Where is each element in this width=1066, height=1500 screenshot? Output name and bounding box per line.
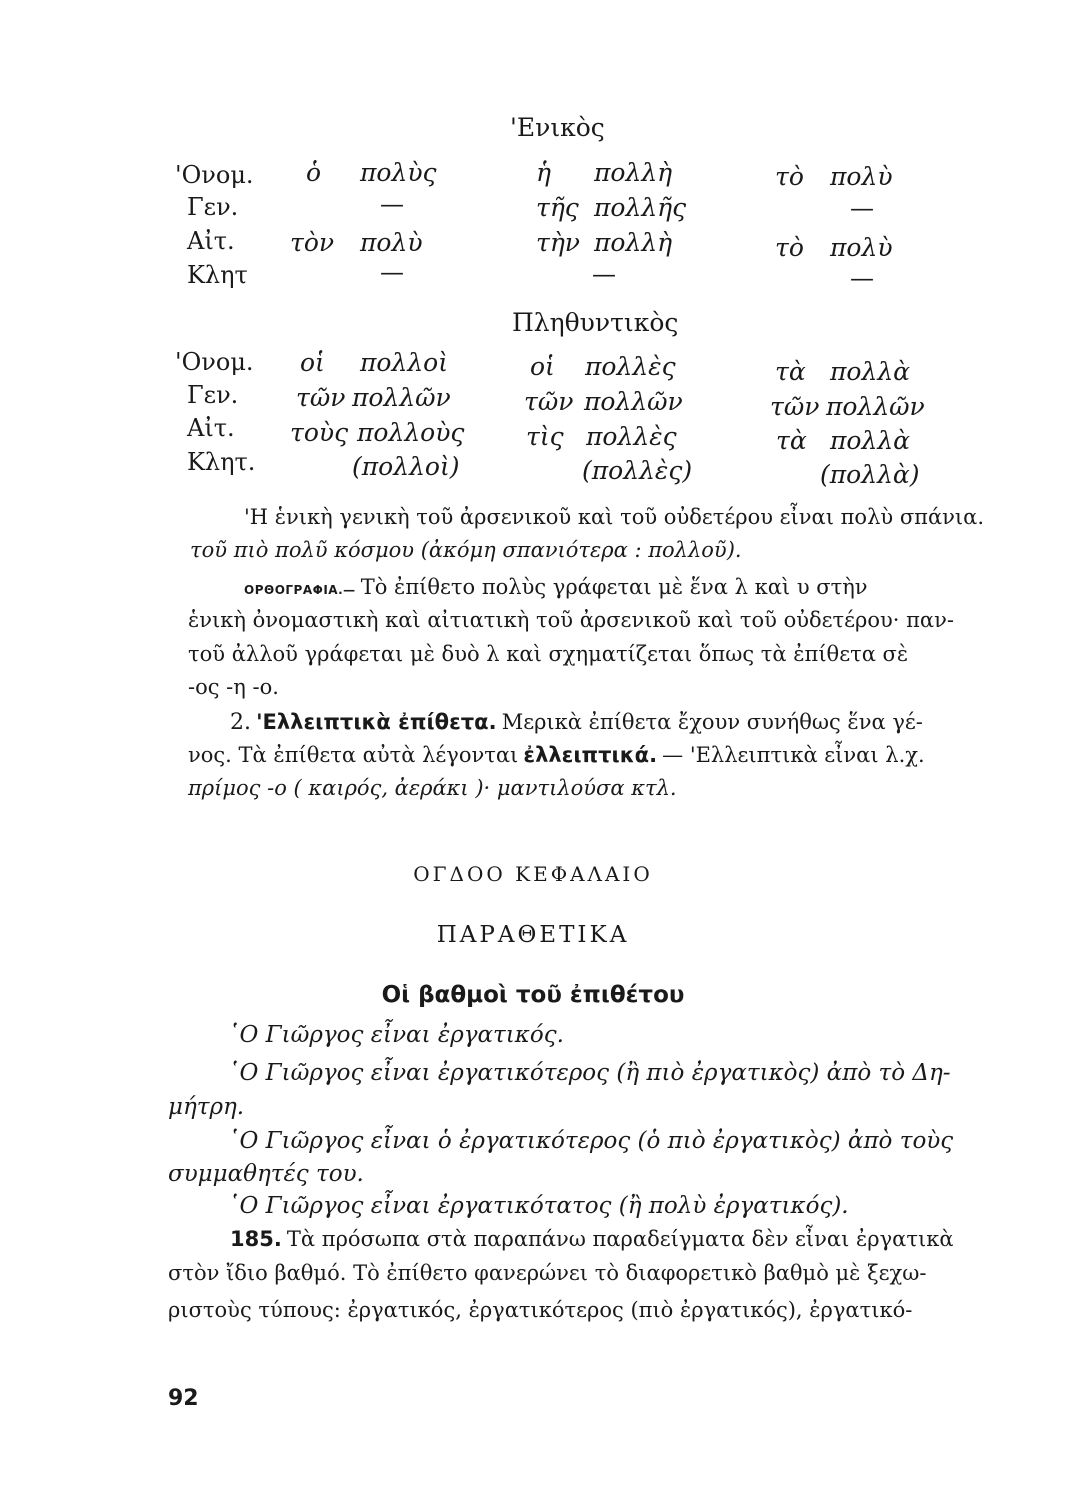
case-label: Αἰτ.: [187, 414, 235, 442]
case-label: Αἰτ.: [187, 227, 235, 255]
case-label: Γεν.: [187, 381, 239, 409]
table-cell: ὁ: [306, 158, 322, 187]
table-cell: πολλὲς: [586, 422, 677, 451]
table-cell: πολλὲς: [585, 352, 676, 381]
paragraph-text: — 'Ελλειπτικὰ εἶναι λ.χ.: [662, 743, 925, 767]
paragraph-line: πρίμος -ο ( καιρός, ἀεράκι )· μαντιλούσα κτλ.: [188, 776, 677, 800]
table-cell: πολλὰ: [830, 357, 911, 386]
table-cell: τὸ: [775, 233, 804, 262]
dash: —: [380, 190, 404, 218]
paragraph-line: τοῦ ἀλλοῦ γράφεται μὲ δυὸ λ καὶ σχηματίζεται ὅπως τὰ ἐπίθετα σὲ: [188, 642, 909, 666]
table-cell: πολλῆς: [594, 193, 687, 222]
elliptic-title: 'Ελλειπτικὰ ἐπίθετα.: [256, 710, 497, 734]
paragraph-line: -ος -η -ο.: [188, 675, 279, 699]
table-cell: τοὺς: [290, 418, 349, 447]
table-cell: πολὺ: [360, 228, 423, 257]
section-title: ΠΑΡΑΘΕΤΙΚΑ: [436, 922, 630, 948]
subsection-title: Οἱ βαθμοὶ τοῦ ἐπιθέτου: [381, 982, 685, 1008]
table-cell: τῶν: [770, 392, 820, 421]
table-cell: τὸ: [775, 162, 804, 191]
table-cell: πολλῶν: [584, 387, 683, 416]
table-cell: τῶν: [524, 387, 574, 416]
paragraph-text: Τὸ ἐπίθετο πολὺς γράφεται μὲ ἕνα λ καὶ υ στὴν: [360, 575, 868, 599]
table-cell: τὴν: [536, 228, 581, 257]
paragraph-number: 185.: [230, 1227, 282, 1251]
table-cell: πολλὴ: [594, 158, 673, 187]
table-cell: τὸν: [290, 228, 335, 257]
table-cell: οἱ: [530, 352, 555, 381]
page-number: 92: [168, 1386, 199, 1411]
elliptic-paragraph: [230, 705, 923, 741]
table-cell: πολλῶν: [826, 392, 925, 421]
example-line: μήτρη.: [168, 1094, 245, 1120]
table-cell: τῶν: [296, 383, 346, 412]
table-cell: πολλὰ: [830, 426, 911, 455]
paragraph-line: ἑνικὴ ὀνομαστικὴ καὶ αἰτιατικὴ τοῦ ἀρσενικοῦ καὶ τοῦ οὐδετέρου· παν-: [188, 608, 954, 632]
paragraph-185: [230, 1222, 954, 1258]
table-cell: (πολλὲς): [582, 456, 693, 485]
paragraph-text: Μερικὰ ἐπίθετα ἔχουν συνήθως ἕνα γέ-: [501, 710, 923, 734]
dash: —: [850, 194, 874, 222]
paragraph-line: [188, 738, 925, 774]
example-line: ῾Ο Γιῶργος εἶναι ὁ ἐργατικότερος (ὁ πιὸ ἐργατικὸς) ἀπὸ τοὺς: [228, 1128, 954, 1154]
paragraph-line: στὸν ἴδιο βαθμό. Τὸ ἐπίθετο φανερώνει τὸ διαφορετικὸ βαθμὸ μὲ ξεχω-: [168, 1261, 927, 1285]
table-cell: τὰ: [776, 426, 807, 455]
table-cell: τὶς: [526, 422, 564, 451]
case-label: 'Ονομ.: [175, 348, 254, 376]
table-cell: πολὺ: [830, 233, 893, 262]
dash: —: [380, 258, 404, 286]
table-cell: οἱ: [300, 348, 325, 377]
note-line: τοῦ πιὸ πολῦ κόσμου (ἀκόμη σπανιότερα : πολλοῦ).: [190, 538, 742, 562]
table-cell: ἡ: [536, 158, 551, 187]
dash: —: [850, 264, 874, 292]
table-cell: τῆς: [536, 193, 579, 222]
case-label: Γεν.: [187, 193, 239, 221]
case-label: Κλητ.: [187, 448, 256, 476]
case-label: 'Ονομ.: [175, 161, 254, 189]
example-line: ῾Ο Γιῶργος εἶναι ἐργατικός.: [228, 1022, 564, 1048]
table-cell: πολλῶν: [352, 383, 451, 412]
paragraph-text: νος. Τὰ ἐπίθετα αὐτὰ λέγονται: [188, 743, 519, 767]
orthography-label: ΟΡΘΟΓΡΑΦΙΑ.—: [244, 583, 356, 597]
note-line: 'Η ἑνικὴ γενικὴ τοῦ ἀρσενικοῦ καὶ τοῦ οὐδετέρου εἶναι πολὺ σπάνια.: [244, 505, 984, 529]
table-cell: τὰ: [775, 357, 806, 386]
paragraph-line: ριστοὺς τύπους: ἐργατικός, ἐργατικότερος (πιὸ ἐργατικός), ἐργατικό-: [168, 1298, 913, 1322]
example-line: ῾Ο Γιῶργος εἶναι ἐργατικότατος (ἢ πολὺ ἐργατικός).: [228, 1193, 849, 1219]
table-cell: (πολλὰ): [820, 460, 920, 489]
orthography-paragraph: [244, 570, 868, 607]
term-bold: ἐλλειπτικά.: [523, 743, 658, 767]
chapter-title: ΟΓΔΟΟ ΚΕΦΑΛΑΙΟ: [413, 862, 653, 886]
dash: —: [592, 260, 616, 288]
table-cell: πολὺ: [830, 162, 893, 191]
case-label: Κλητ: [187, 261, 248, 289]
example-line: συμμαθητές του.: [168, 1161, 364, 1187]
paragraph-text: Τὰ πρόσωπα στὰ παραπάνω παραδείγματα δὲν εἶναι ἐργατικὰ: [286, 1227, 954, 1251]
example-line: ῾Ο Γιῶργος εἶναι ἐργατικότερος (ἢ πιὸ ἐργατικὸς) ἀπὸ τὸ Δη-: [228, 1060, 951, 1086]
table-cell: πολλοὶ: [360, 348, 449, 377]
table-cell: πολλοὺς: [357, 418, 465, 447]
table-cell: πολλὴ: [594, 228, 673, 257]
section-number: 2.: [230, 710, 251, 735]
table-cell: πολὺς: [360, 158, 437, 187]
table-cell: (πολλοὶ): [352, 452, 460, 481]
plural-header: Πληθυντικὸς: [512, 308, 679, 337]
singular-header: 'Ενικὸς: [510, 113, 605, 142]
